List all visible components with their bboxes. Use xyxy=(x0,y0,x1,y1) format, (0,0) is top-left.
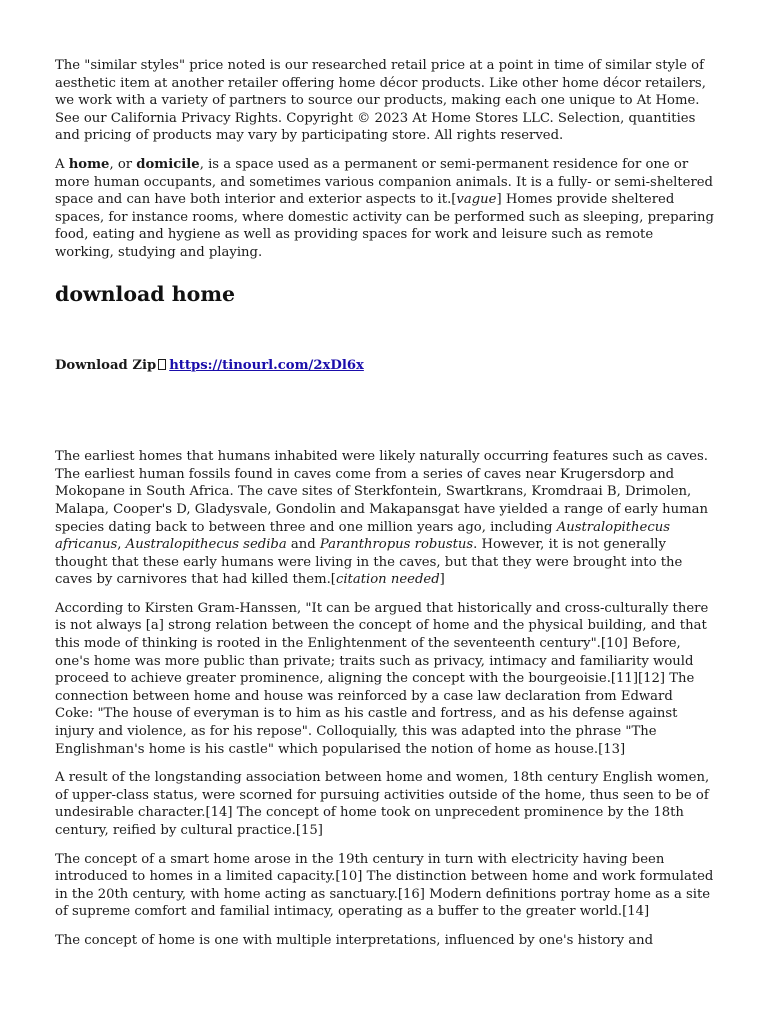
smart-home-paragraph: The concept of a smart home arose in the 19th century in turn with electricity having been introduced to homes in a limited capacity.[10] The distinction between home and work formulated in the 20th century, with home acting as sanctuary.[16] Modern definitions portray home as a site of supreme comfort and familial intimacy, operating as a buffer to the greater world.[14] xyxy=(55,851,714,920)
interpretations-paragraph: The concept of home is one with multiple interpretations, influenced by one's history and xyxy=(55,932,654,948)
download-link[interactable]: https://tinourl.com/2xDl6x xyxy=(169,357,364,373)
text-span: . However, it is not generally thought that these early humans were living in the caves, but that they were brought into the caves by carnivores that had killed them.[ xyxy=(55,537,683,588)
disclaimer-paragraph xyxy=(55,57,714,145)
text-span: , is a space used as a permanent or semi-permanent residence for one or more human occupants, and sometimes various companion animals. It is a fully- or semi-sheltered space and can have both interior and exterior aspects to it.[ xyxy=(55,156,713,208)
text-span: ] Homes provide sheltered spaces, for instance rooms, where domestic activity can be performed such as sleeping, preparing food, eating and hygiene as well as providing spaces for work and leisure such as remote working, studying and playing. xyxy=(55,192,714,260)
copyright-text: See our California Privacy Rights. Copyright © 2023 At Home Stores LLC. Selection, quantities and pricing of products may vary by participating store. All rights reserved. xyxy=(55,110,696,144)
gram-hanssen-paragraph: According to Kirsten Gram-Hanssen, "It can be argued that historically and cross-culturally there is not always [a] strong relation between the concept of home and the physical building, and that this mode of thinking is rooted in the Enlightenment of the seventeenth century".[10] Before, one's home was more public than private; traits such as privacy, intimacy and familiarity would proceed to achieve greater prominence, aligning the concept with the bourgeoisie.[11][12] The connection between home and house was reinforced by a case law declaration from Edward Coke: "The house of everyman is to him as his castle and fortress, and as his defense against injury and violence, as for his repose". Colloquially, this was adapted into the phrase "The Englishman's home is his castle" which popularised the notion of home as house.[13] xyxy=(55,600,709,757)
species-name: Paranthropus robustus xyxy=(319,537,474,553)
text-span: The earliest homes that humans inhabited were likely naturally occurring features such as caves. The earliest human fossils found in caves come from a series of caves near Krugersdorp and Mokopane in South Africa. The cave sites of Sterkfontein, Swartkrans, Kromdraai B, Drimolen, Malapa, Cooper's D, Gladysvale, Gondolin and Makapansgat have yielded a range of early human species dating back to between three and one million years ago, including xyxy=(55,449,708,535)
term-domicile: domicile xyxy=(136,156,200,172)
definition-paragraph xyxy=(55,156,714,262)
page-heading: download home xyxy=(55,281,236,306)
species-name: Australopithecus africanus xyxy=(55,519,670,553)
download-label: Download Zip xyxy=(55,357,157,373)
disclaimer-text: The "similar styles" price noted is our researched retail price at a point in time of similar style of aesthetic item at another retailer offering home décor products. Like other home décor retailers, we work with a variety of partners to source our products, making each one unique to At Home. xyxy=(55,58,706,109)
text-span: A xyxy=(55,156,69,172)
arrow-icon xyxy=(158,359,166,370)
text-span: , or xyxy=(109,156,137,172)
women-paragraph: A result of the longstanding association between home and women, 18th century English women, of upper-class status, were scorned for pursuing activities outside of the home, thus seen to be of undesirable character.[14] The concept of home took on unprecedent prominence by the 18th century, reified by cultural practice.[15] xyxy=(55,770,710,838)
citation-needed-tag: citation needed xyxy=(335,572,440,588)
caves-paragraph xyxy=(55,448,714,589)
text-span: ] xyxy=(439,572,445,588)
vague-tag: vague xyxy=(456,192,497,208)
text-span: and xyxy=(286,537,320,553)
download-line xyxy=(55,357,714,375)
term-home: home xyxy=(68,156,110,172)
species-name: Australopithecus sediba xyxy=(125,537,287,553)
text-span: , xyxy=(117,537,126,553)
